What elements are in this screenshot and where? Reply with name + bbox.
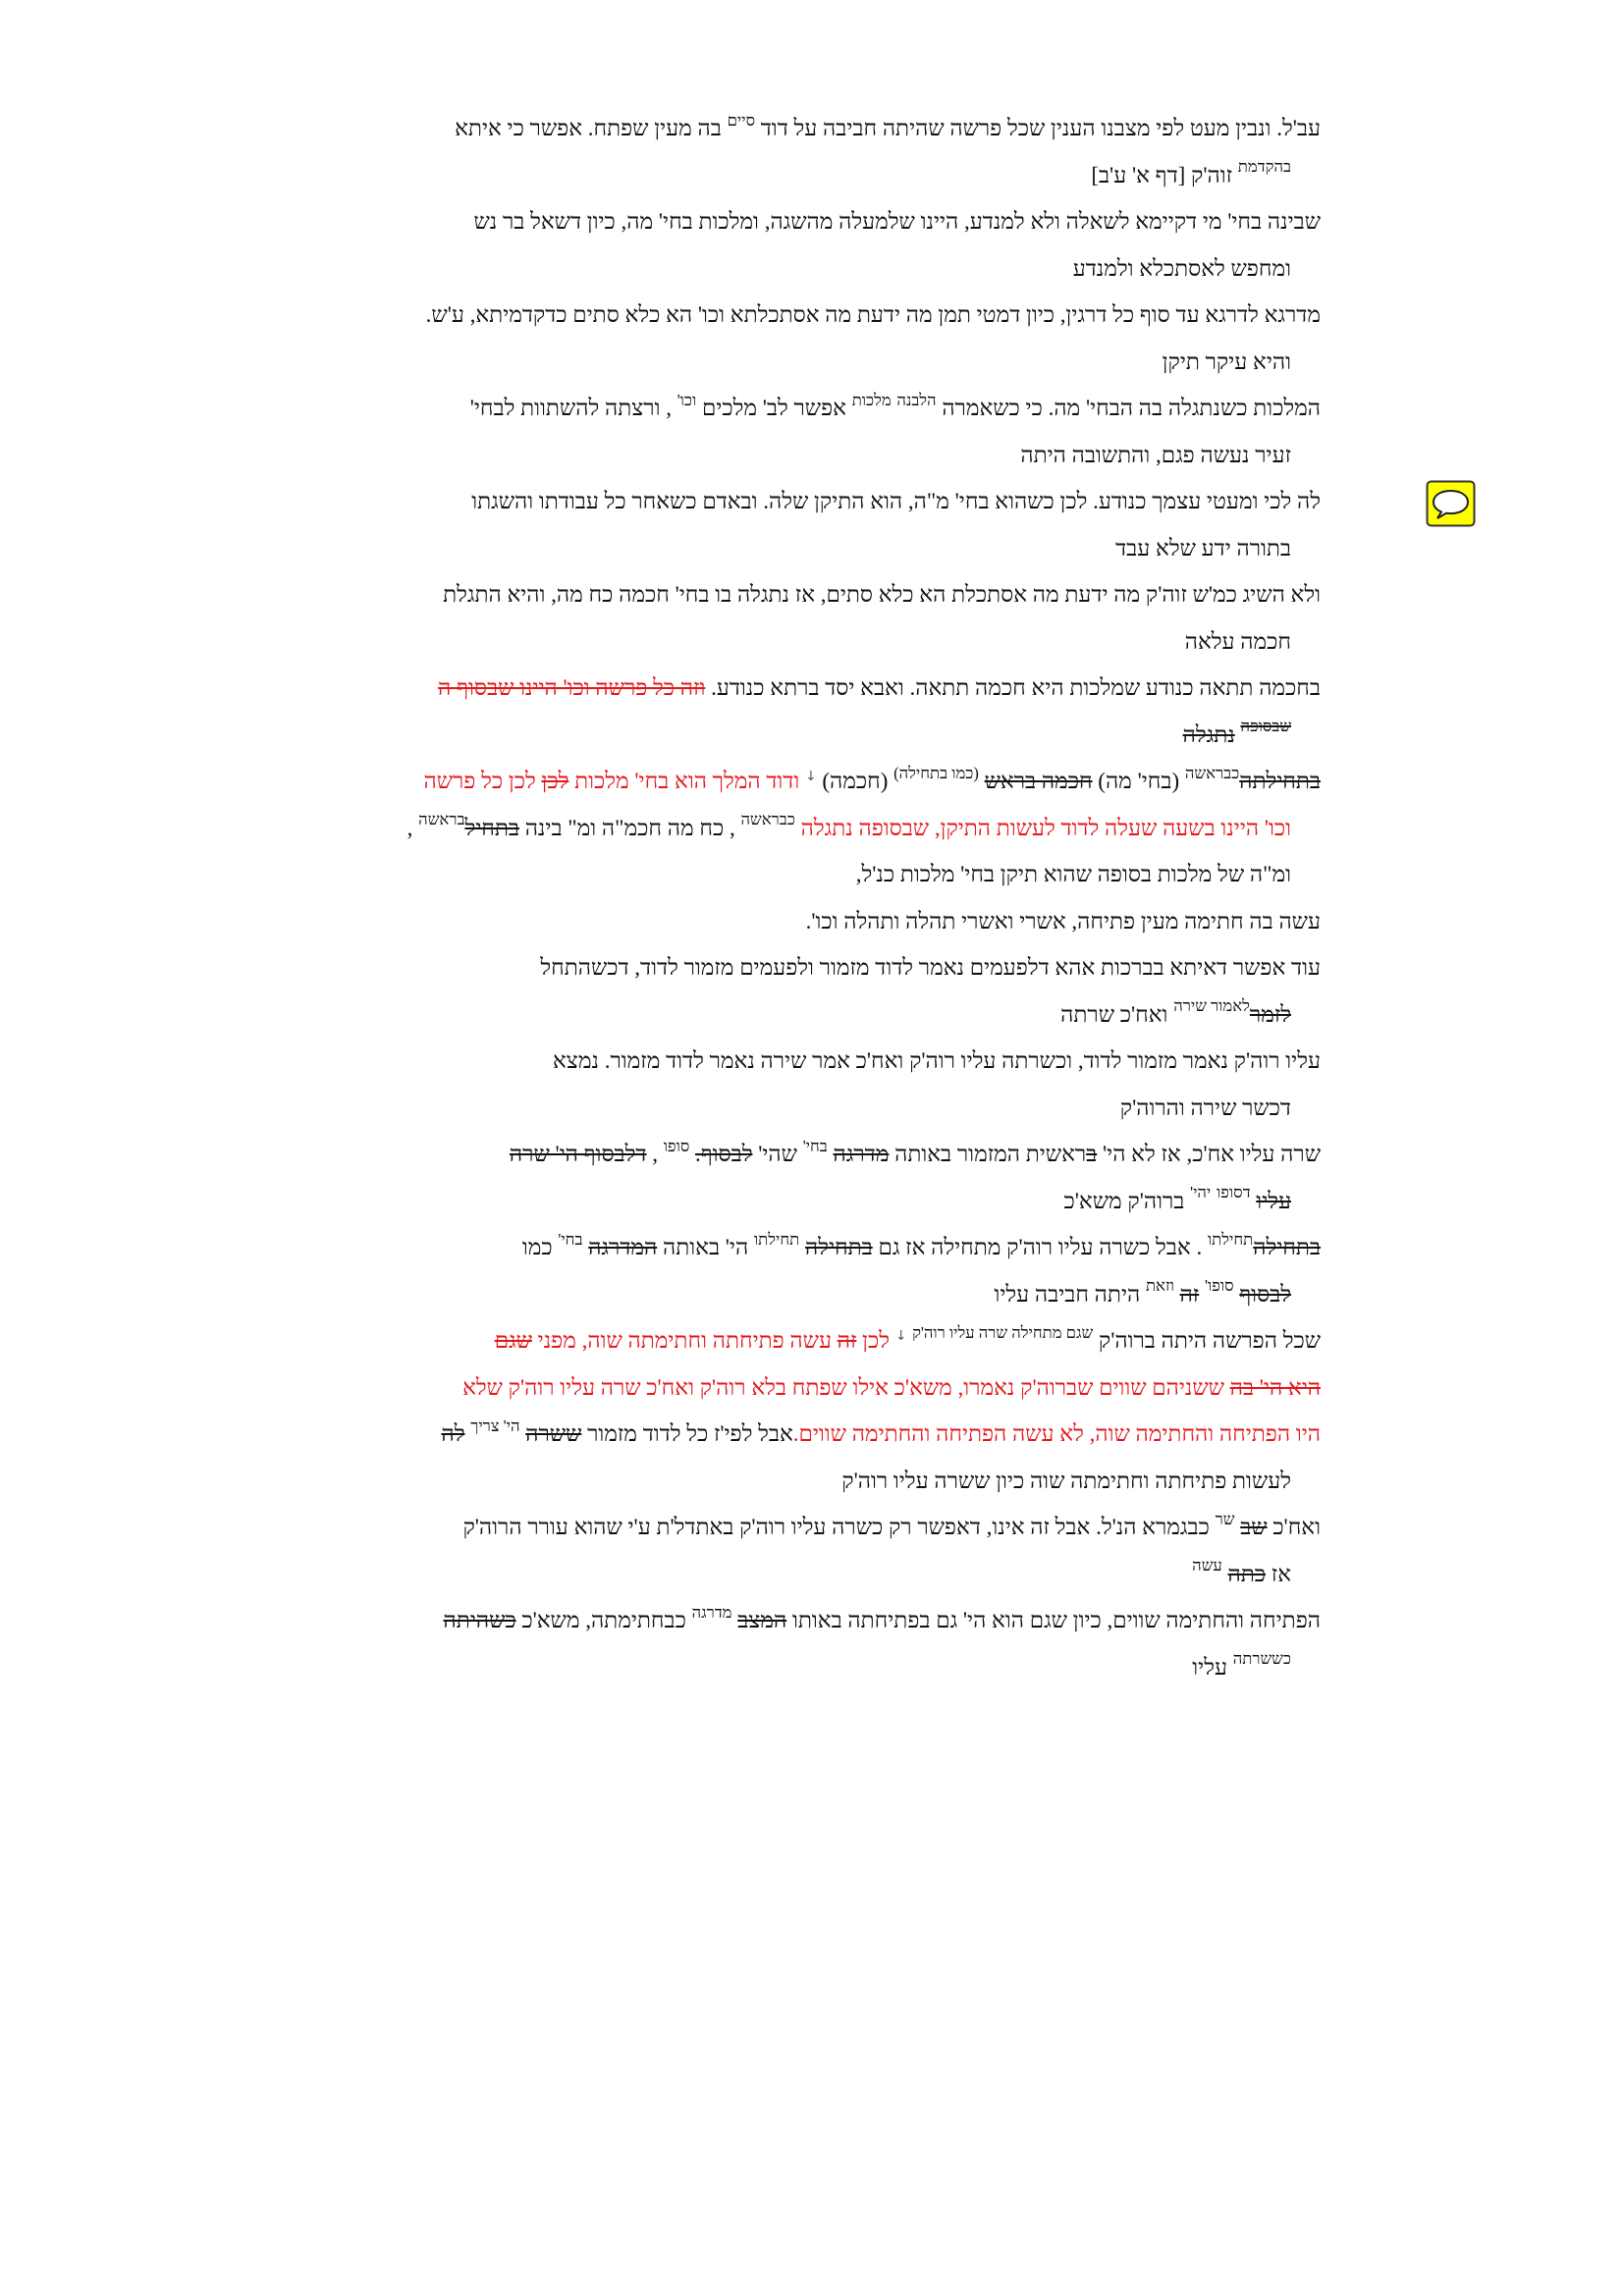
- inserted-text: תחילתו: [1207, 1229, 1254, 1249]
- body-text: מדרגא לדרגא עד סוף כל דרגין, כיון דמטי תמן מה ידעת מה אסתכלתא וכו' הא כלא סתים כדקדמיתא, ע'ש.: [425, 302, 1321, 327]
- document-body: [59, 105, 1321, 1690]
- text-line: [59, 1551, 1321, 1598]
- inserted-text: סופו': [1204, 1276, 1234, 1296]
- inserted-text: הי' צריך: [470, 1415, 520, 1435]
- inserted-text: תחילתו: [753, 1229, 800, 1249]
- revision-text: לכן כל פרשה: [423, 769, 542, 793]
- revision-text: ששניהם שווים שברוה'ק נאמרו, משא'כ אילו שפתח בלא רוה'ק ואח'כ שרה עליו רוה'ק שלא: [462, 1374, 1230, 1400]
- body-text: לעשות פתיחתה וחתימתה שוה כיון ששרה עליו רוה'ק: [841, 1468, 1291, 1493]
- deleted-text: בתחילתה: [1239, 769, 1321, 793]
- body-text: עליו רוה'ק נאמר מזמור לדוד, וכשרתה עליו רוה'ק ואח'כ אמר שירה נאמר לדוד מזמור. נמצא: [553, 1048, 1321, 1073]
- inserted-text: כבראשה: [1184, 763, 1240, 782]
- body-text: הי' באותה: [657, 1235, 754, 1259]
- deleted-text: זה: [837, 1328, 857, 1353]
- text-line: [59, 432, 1321, 479]
- deleted-text: לכן: [541, 769, 569, 793]
- body-text: כבגמרא הנ'ל. אבל זה אינו, דאפשר רק כשרה עליו רוה'ק באתדל'ת ע'י שהוא עורר הרוה'ק: [462, 1515, 1216, 1539]
- text-line: [59, 1458, 1321, 1505]
- body-text: בחכמה תתאה כנודע שמלכות היא חכמה תתאה. ואבא יסד ברתא כנודע.: [705, 675, 1321, 700]
- inserted-text: בהקדמת: [1237, 157, 1291, 177]
- text-line: [59, 618, 1321, 666]
- body-text: והיא עיקר תיקן: [1162, 348, 1291, 374]
- text-line: [59, 571, 1321, 618]
- body-text: ומחפש לאסתכלא ולמנדע: [1072, 255, 1291, 281]
- body-text: שבינה בחי' מי דקיימא לשאלה ולא למנדע, היינו שלמעלה מהשגה, ומלכות בחי' מה, כיון דשאל בר נש: [473, 209, 1321, 234]
- inserted-text: שגם מתחילה שרה עליו רוה'ק: [912, 1322, 1094, 1342]
- body-text: המלכות כשנתגלה בה הבחי' מה. כי כשאמרה: [936, 396, 1321, 420]
- inserted-text: מדרגה: [691, 1602, 732, 1622]
- text-line: [59, 152, 1321, 199]
- body-text: בה מעין שפתח. אפשר כי איתא: [455, 116, 728, 140]
- deleted-text: לזמר: [1249, 1001, 1291, 1027]
- deleted-text: מדרגה: [833, 1142, 890, 1166]
- text-line: [59, 198, 1321, 245]
- paragraph: [59, 944, 1321, 1038]
- deleted-text: שגם: [494, 1328, 532, 1353]
- body-text: בתורה ידע שלא עבד: [1115, 535, 1291, 561]
- text-line: [59, 758, 1321, 805]
- body-text: שכל הפרשה היתה ברוה'ק: [1093, 1328, 1321, 1353]
- body-text: ואח'כ: [1267, 1515, 1321, 1539]
- text-line: [59, 245, 1321, 293]
- text-line: [59, 1644, 1321, 1691]
- inserted-text: וזאת: [1145, 1276, 1174, 1296]
- inserted-text: הלבנה: [896, 390, 937, 409]
- insertion-arrow-icon: ↓: [805, 769, 817, 785]
- paragraph: [59, 898, 1321, 945]
- body-text: אפשר לב' מלכים: [696, 396, 852, 420]
- text-line: [59, 385, 1321, 432]
- inserted-text: יהי': [1190, 1183, 1212, 1202]
- text-line: [59, 665, 1321, 712]
- inserted-text: סיים: [727, 110, 755, 130]
- revision-text: עשה פתיחתה וחתימתה שוה, מפני: [531, 1328, 838, 1353]
- body-text: ברוה'ק משא'כ: [1063, 1188, 1191, 1213]
- comment-marker[interactable]: [1426, 480, 1476, 527]
- paragraph: [59, 478, 1321, 571]
- revision-text: היו הפתיחה והחתימה שוה, לא עשה הפתיחה והחתימה שווים.: [792, 1421, 1321, 1446]
- body-text: עוד אפשר דאיתא בברכות אהא דלפעמים נאמר לדוד מזמור ולפעמים מזמור לדוד, דכשהתחל: [540, 955, 1321, 980]
- inserted-text: בחי': [802, 1136, 828, 1155]
- body-text: עליו: [1192, 1654, 1233, 1680]
- body-text: [890, 1328, 895, 1353]
- text-line: [59, 1224, 1321, 1271]
- deleted-text: לבסוף.: [695, 1142, 753, 1166]
- inserted-text: (כמו בתחילה): [893, 763, 979, 782]
- body-text: ,: [646, 1142, 664, 1166]
- paragraph: [59, 1131, 1321, 1224]
- body-text: דכשר שירה והרוה'ק: [1119, 1095, 1291, 1120]
- paragraph: [59, 1038, 1321, 1131]
- deleted-text: שבסופה: [1240, 717, 1291, 736]
- body-text: ,: [406, 815, 419, 840]
- deleted-text: ששרה: [525, 1421, 582, 1446]
- text-line: [59, 805, 1321, 852]
- body-text: ואח'כ שרתה: [1060, 1001, 1174, 1027]
- paragraph: [59, 1597, 1321, 1690]
- deleted-text: כתה: [1227, 1561, 1267, 1586]
- revision-text: לכן: [856, 1328, 890, 1353]
- revision-text: וכו' היינו בשעה שעלה לדוד לעשות התיקן, שבסופה נתגלה: [800, 815, 1291, 840]
- deleted-text: לה: [441, 1421, 465, 1446]
- text-line: [59, 712, 1321, 759]
- inserted-text: עשה: [1192, 1556, 1222, 1575]
- inserted-text: כששרתה: [1232, 1649, 1291, 1669]
- paragraph: [59, 1317, 1321, 1364]
- body-text: כמו: [521, 1235, 559, 1259]
- paragraph: [59, 105, 1321, 198]
- deleted-text: לבסוף: [1239, 1281, 1291, 1307]
- text-line: [59, 1504, 1321, 1551]
- body-text: . אבל כשרה עליו רוה'ק מתחילה אז גם: [872, 1235, 1208, 1259]
- body-text: (חכמה): [816, 769, 894, 793]
- paragraph: [59, 665, 1321, 758]
- text-line: [59, 944, 1321, 991]
- text-line: [59, 1131, 1321, 1178]
- paragraph: [59, 1504, 1321, 1597]
- deleted-text: המצב: [737, 1608, 787, 1632]
- text-line: [59, 105, 1321, 152]
- body-text: חכמה עלאה: [1184, 628, 1291, 654]
- deleted-text: בתחילה: [804, 1235, 873, 1259]
- text-line: [59, 898, 1321, 945]
- body-text: שרה עליו אח'כ, אז לא הי': [1097, 1142, 1321, 1166]
- body-text: , כח מה חכמ"ה ומ" בינה: [518, 815, 741, 840]
- text-line: [59, 292, 1321, 339]
- text-line: [59, 1085, 1321, 1132]
- deleted-text: שב: [1240, 1515, 1268, 1539]
- paragraph: [59, 1411, 1321, 1504]
- body-text: לה לכי ומעטי עצמך כנודע. לכן כשהוא בחי' מ"ה, הוא התיקן שלה. ובאדם כשאחר כל עבודתו והשגתו: [471, 489, 1321, 513]
- inserted-text: כבראשה: [740, 810, 795, 829]
- paragraph: [59, 571, 1321, 665]
- inserted-text: לאמור שירה: [1173, 996, 1250, 1016]
- body-text: כבחתימתה, משא'כ: [515, 1608, 692, 1632]
- inserted-text: בחי': [558, 1229, 583, 1249]
- text-line: [59, 1038, 1321, 1085]
- text-line: [59, 1317, 1321, 1364]
- text-line: [59, 1271, 1321, 1318]
- body-text: ולא השיג כמ'ש זוה'ק מה ידעת מה אסתכלת הא כלא סתים, אז נתגלה בו בחי' חכמה כח מה, והיא התגלת: [443, 582, 1321, 607]
- body-text: זוה'ק [דף א' ע'ב]: [1091, 162, 1238, 187]
- body-text: ראשית המזמור באותה: [889, 1142, 1087, 1166]
- deleted-text: כשהיתה: [443, 1608, 516, 1632]
- deleted-text: נתגלה: [1182, 721, 1235, 747]
- speech-bubble-icon[interactable]: [1426, 480, 1476, 527]
- text-line: [59, 991, 1321, 1039]
- body-text: עשה בה חתימה מעין פתיחה, אשרי ואשרי תהלה ותהלה וכו'.: [805, 908, 1321, 934]
- text-line: [59, 1364, 1321, 1412]
- inserted-text: דסופו: [1217, 1183, 1251, 1202]
- body-text: היתה חביבה עליו: [994, 1281, 1146, 1307]
- paragraph: [59, 1224, 1321, 1317]
- inserted-text: שר: [1215, 1509, 1235, 1528]
- deleted-text: דלבסוף הי' שרה: [509, 1142, 647, 1166]
- body-text: שהי': [752, 1142, 803, 1166]
- text-line: [59, 339, 1321, 386]
- inserted-text: מלכות: [851, 390, 892, 409]
- deleted-text: בתחיל: [464, 815, 519, 840]
- paragraph: [59, 385, 1321, 478]
- text-line: [59, 1411, 1321, 1458]
- body-text: הפתיחה והחתימה שווים, כיון שגם הוא הי' גם בפתיחתה באותו: [786, 1608, 1321, 1632]
- body-text: זעיר נעשה פגם, והתשובה היתה: [1020, 442, 1291, 467]
- deleted-text: וזה כל פרשה וכו' היינו שבסוף ה: [438, 675, 706, 700]
- text-line: [59, 851, 1321, 898]
- paragraph: [59, 292, 1321, 385]
- insertion-arrow-icon: ↓: [894, 1328, 907, 1345]
- deleted-text: ב: [1086, 1142, 1098, 1166]
- paragraph: [59, 758, 1321, 898]
- body-text: ומ"ה של מלכות בסופה שהוא תיקן בחי' מלכות כנ'ל,: [855, 862, 1291, 886]
- body-text: , ורצתה להשתוות לבחי': [469, 396, 677, 420]
- deleted-text: המדרגה: [588, 1235, 658, 1259]
- paragraph: [59, 198, 1321, 292]
- deleted-text: היא הי' בה: [1229, 1374, 1321, 1400]
- body-text: אז: [1266, 1561, 1291, 1586]
- deleted-text: חכמה בראש: [984, 769, 1093, 793]
- deleted-text: זה: [1179, 1281, 1200, 1307]
- revision-text: ודוד המלך הוא בחי' מלכות: [568, 769, 800, 793]
- inserted-text: בראשה: [418, 810, 465, 829]
- text-line: [59, 1178, 1321, 1225]
- paragraph: [59, 1364, 1321, 1412]
- deleted-text: עליו: [1256, 1188, 1291, 1213]
- text-line: [59, 525, 1321, 572]
- inserted-text: סופו: [663, 1136, 690, 1155]
- deleted-text: בתחילה: [1253, 1235, 1321, 1259]
- body-text: (בחי' מה): [1092, 769, 1185, 793]
- inserted-text: וכו': [676, 390, 697, 409]
- text-line: [59, 478, 1321, 525]
- body-text: עב'ל. ונבין מעט לפי מצבנו הענין שכל פרשה שהיתה חביבה על דוד: [755, 116, 1321, 140]
- body-text: אבל לפי'ז כל לדוד מזמור: [581, 1421, 793, 1446]
- text-line: [59, 1597, 1321, 1644]
